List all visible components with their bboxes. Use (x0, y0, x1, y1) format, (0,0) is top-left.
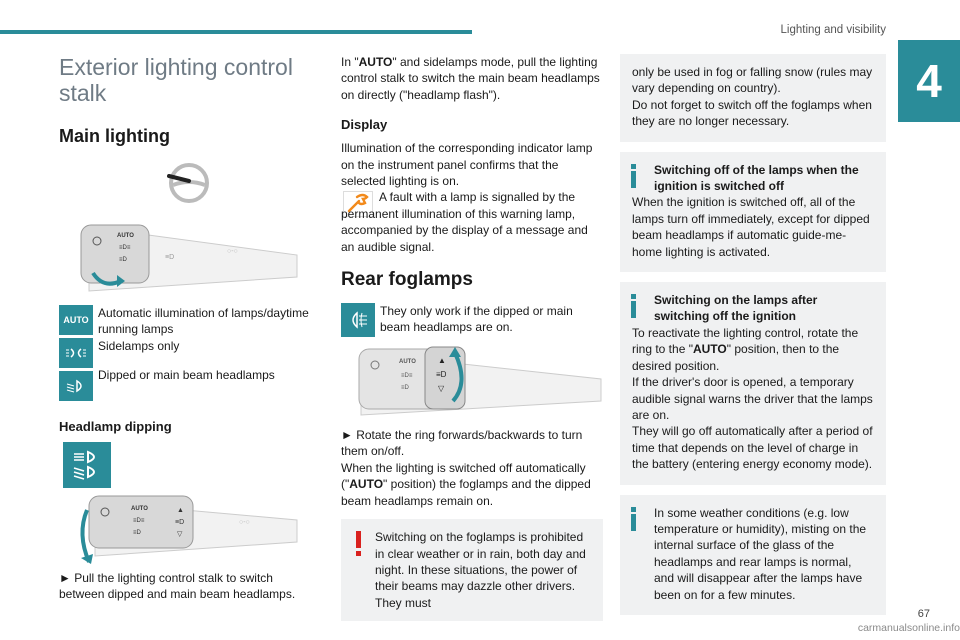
misting-note (620, 495, 886, 615)
heading-main-lighting: Main lighting (59, 126, 170, 146)
exclamation-warning-icon (349, 529, 369, 557)
column-2 (341, 54, 603, 621)
pull-instruction: ► Pull the lighting control stalk to switch between dipped and main beam headlamps. (59, 571, 296, 602)
rotate-instruction: ► Rotate the ring forwards/backwards to turn them on/off. (341, 428, 583, 459)
svg-text:▲: ▲ (438, 356, 446, 366)
fog-only-text: They only work if the dipped or main beam headlamps are on. (380, 304, 573, 335)
heading-display: Display (341, 117, 388, 133)
foglamp-warning-continued-box (620, 54, 886, 142)
heading-rear-foglamps: Rear foglamps (341, 269, 473, 291)
info-icon (628, 162, 648, 190)
svg-text:≡D: ≡D (436, 370, 447, 380)
auto-description: Automatic illumination of lamps/daytime running lamps (98, 306, 309, 337)
svg-text:≡D: ≡D (133, 530, 141, 536)
auto-off-text: When the lighting is switched off automatically ("AUTO" position) the foglamps and the dipped beam headlamps remain on. (341, 460, 591, 508)
foglamp-row (341, 303, 603, 337)
section-title: Lighting and visibility (780, 24, 886, 36)
heading-headlamp-dipping: Headlamp dipping (59, 419, 172, 434)
auto-off-period-text: They will go off automatically after a period of time that depends on the level of charge in the battery (entering energy economy mode). (632, 424, 873, 472)
header-accent-bar (0, 30, 472, 34)
foglamp-ring-illustration (341, 343, 581, 419)
headlamp-flash-text: In "AUTO" and sidelamps mode, pull the lighting control stalk to switch the main beam headlamps on directly ("headlamp flash"). (341, 55, 600, 102)
misting-text: In some weather conditions (e.g. low temperature or humidity), misting on the internal surface of the glass of the headlamps and rear lamps is normal, and will disappear after the lamps have been on for a few minutes. (654, 505, 867, 602)
sidelamps-icon (59, 338, 93, 368)
svg-text:▲: ▲ (177, 507, 184, 514)
chapter-tab: 4 (898, 40, 960, 122)
svg-text:AUTO: AUTO (131, 506, 148, 512)
foglamp-warning-continued: only be used in fog or falling snow (rules may vary depending on country). (632, 65, 873, 96)
steering-wheel-illustration (59, 159, 299, 209)
ignition-on-note (620, 282, 886, 484)
column-3 (620, 54, 886, 615)
foglamp-warning-box (341, 519, 603, 621)
svg-text:≡D: ≡D (119, 257, 127, 263)
foglamp-warning-text: Switching on the foglamps is prohibited in clear weather or in rain, both day and night. In these situations, the power of their beams may dazzle other drivers. They must (375, 530, 586, 610)
dipped-beam-icon (59, 371, 93, 401)
watermark: carmanualsonline.info (857, 622, 960, 634)
door-open-text: If the driver's door is opened, a temporary audible signal warns the driver that the lamps are on. (632, 375, 873, 422)
svg-text:▽: ▽ (177, 531, 183, 538)
ignition-off-text: When the ignition is switched off, all of the lamps turn off immediately, except for dipped beam headlamps if automatic guide-me-home lighting is activated. (632, 195, 870, 259)
dipped-description: Dipped or main beam headlamps (98, 368, 275, 383)
info-icon (628, 292, 648, 320)
svg-text:≡D≡: ≡D≡ (119, 245, 131, 251)
page-number: 67 (917, 608, 930, 620)
svg-text:≡D≡: ≡D≡ (401, 373, 413, 380)
column-1 (59, 54, 309, 603)
svg-text:○-○: ○-○ (239, 519, 250, 526)
lighting-stalk-illustration (59, 215, 299, 295)
headlamp-dipping-stalk-illustration (59, 490, 299, 566)
svg-text:≡D: ≡D (175, 519, 185, 526)
ignition-on-title: Switching on the lamps after switching off the ignition (654, 293, 818, 324)
reactivate-text: To reactivate the lighting control, rotate the ring to the "AUTO" position, then to the desired position. (632, 325, 859, 373)
ignition-off-note (620, 152, 886, 272)
info-icon (628, 505, 648, 533)
main-beam-dipped-icon (63, 442, 111, 488)
auto-mode-row (59, 305, 309, 401)
rear-foglamp-icon (341, 303, 375, 337)
svg-text:○-○: ○-○ (227, 248, 238, 255)
ignition-off-title: Switching off of the lamps when the ignition is switched off (654, 162, 859, 194)
fault-text: A fault with a lamp is signalled by the permanent illumination of this warning lamp, accompanied by the display of a message and an audible signal. (341, 190, 588, 254)
svg-text:≡D≡: ≡D≡ (133, 518, 145, 524)
display-text: Illumination of the corresponding indicator lamp on the instrument panel confirms that the selected lighting is on. (341, 141, 593, 189)
svg-text:≡D: ≡D (401, 385, 409, 392)
svg-text:≡D: ≡D (165, 254, 175, 261)
auto-icon: AUTO (59, 305, 93, 335)
svg-text:AUTO: AUTO (117, 233, 134, 239)
svg-text:▽: ▽ (438, 384, 445, 394)
foglamp-forget-text: Do not forget to switch off the foglamps when they are no longer necessary. (632, 97, 872, 129)
sidelamps-description: Sidelamps only (98, 338, 180, 353)
page-title: Exterior lighting control stalk (59, 54, 293, 106)
svg-text:AUTO: AUTO (399, 359, 416, 366)
